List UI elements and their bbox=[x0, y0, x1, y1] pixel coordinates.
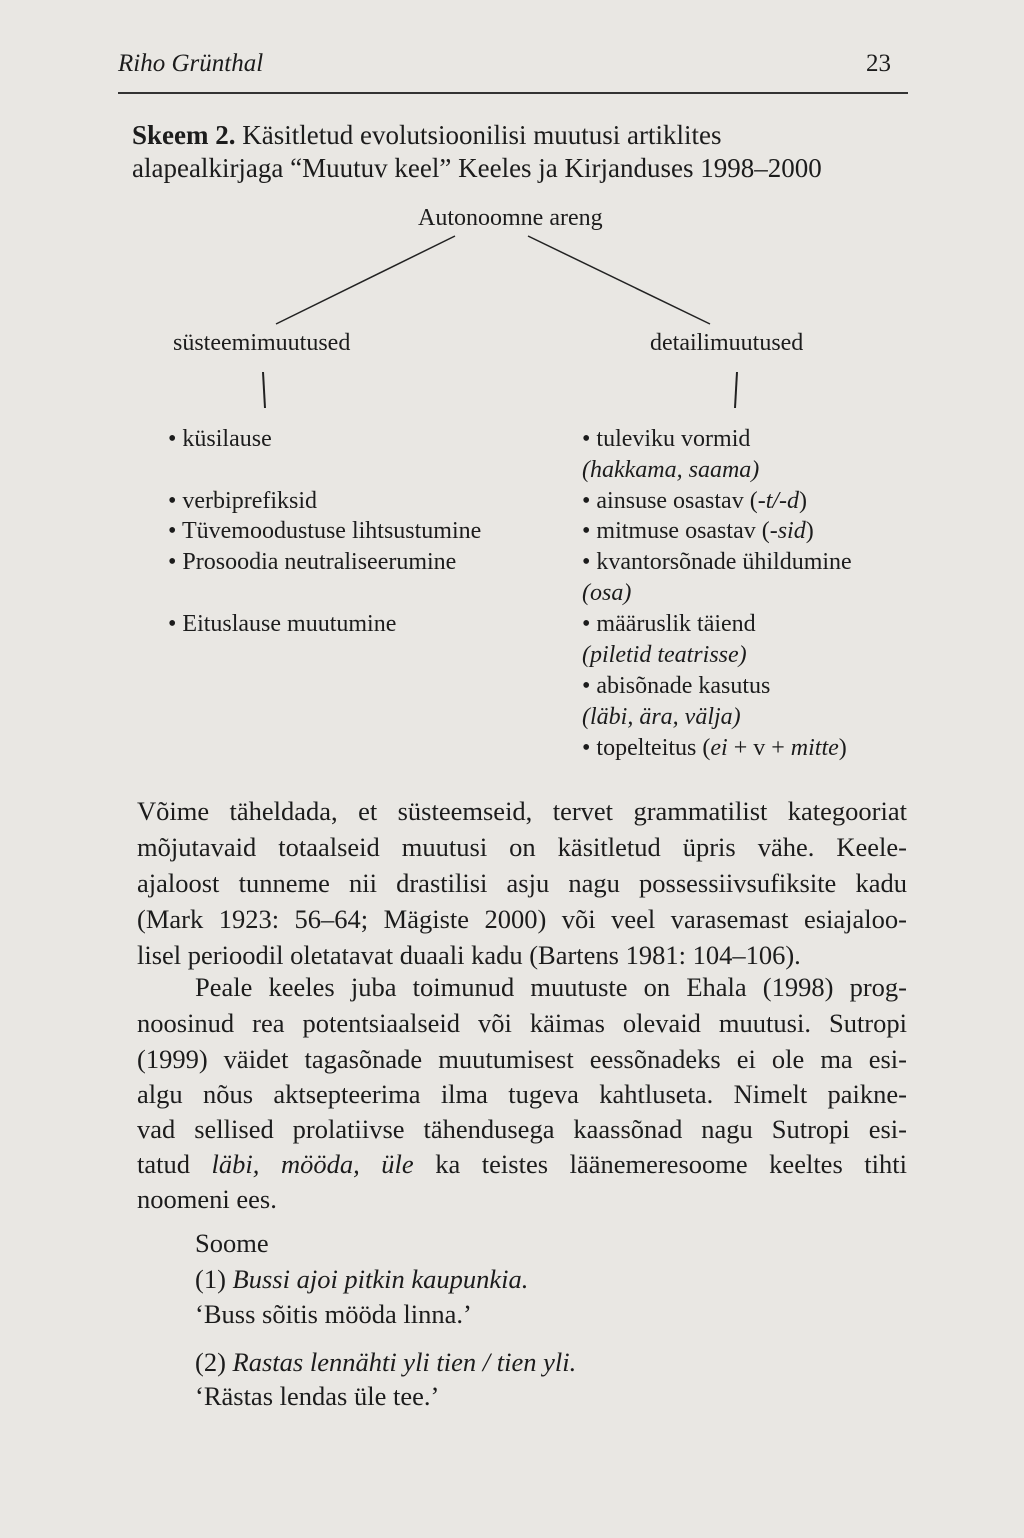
paragraph-line: (Mark 1923: 56–64; Mägiste 2000) või veel varasemast esiajaloo- bbox=[137, 904, 907, 934]
paragraph-line: ajaloost tunneme nii drastilisi asju nagu possessiivsufiksite kadu bbox=[137, 868, 907, 898]
scheme-caption-line2: alapealkirjaga “Muutuv keel” Keeles ja Kirjanduses 1998–2000 bbox=[132, 153, 822, 183]
left-item: • Tüvemoodustuse lihtsustumine bbox=[168, 518, 482, 544]
right-item-example: (osa) bbox=[582, 580, 632, 606]
paragraph-line: lisel perioodil oletatavat duaali kadu (Bartens 1981: 104–106). bbox=[137, 940, 801, 970]
example-2: (2) Rastas lennähti yli tien / tien yli. bbox=[195, 1347, 577, 1377]
right-item-example: (läbi, ära, välja) bbox=[582, 704, 741, 730]
right-item: • mitmuse osastav (-sid) bbox=[582, 518, 814, 544]
example-language: Soome bbox=[195, 1228, 269, 1258]
paragraph-line: algu nõus aktsepteerima ilma tugeva kahtluseta. Nimelt paikne- bbox=[137, 1079, 907, 1109]
right-item: • topelteitus (ei + v + mitte) bbox=[582, 735, 847, 761]
right-item-example: (hakkama, saama) bbox=[582, 457, 760, 483]
paragraph-line: tatud läbi, mööda, üle ka teistes läänemeresoome keeltes tihti bbox=[137, 1149, 908, 1179]
diagram-root: Autonoomne areng bbox=[418, 205, 603, 231]
right-item-example: (piletid teatrisse) bbox=[582, 642, 747, 668]
scheme-label: Skeem 2. bbox=[132, 120, 236, 150]
right-item: • tuleviku vormid bbox=[582, 426, 751, 452]
right-branch-tick bbox=[735, 372, 737, 408]
right-item: • abisõnade kasutus bbox=[582, 673, 771, 699]
left-item: • verbiprefiksid bbox=[168, 488, 318, 514]
page-number: 23 bbox=[866, 50, 891, 77]
left-item: • Prosoodia neutraliseerumine bbox=[168, 549, 457, 575]
paragraph-line: vad sellised prolatiivse tähendusega kaassõnad nagu Sutropi esi- bbox=[137, 1114, 907, 1144]
paragraph-line: Võime täheldada, et süsteemseid, tervet grammatilist kategooriat bbox=[137, 796, 907, 826]
root-left-line bbox=[276, 236, 455, 324]
right-item: • ainsuse osastav (-t/-d) bbox=[582, 488, 808, 514]
left-item: • Eituslause muutumine bbox=[168, 611, 397, 637]
root-right-line bbox=[528, 236, 710, 324]
left-branch-tick bbox=[263, 372, 265, 408]
paragraph-line: Peale keeles juba toimunud muutuste on Ehala (1998) prog- bbox=[195, 972, 907, 1002]
right-branch-label: detailimuutused bbox=[650, 330, 804, 356]
left-branch-label: süsteemimuutused bbox=[173, 330, 351, 356]
running-head-author: Riho Grünthal bbox=[118, 50, 264, 77]
example-2-gloss: ‘Rästas lendas üle tee.’ bbox=[195, 1381, 440, 1411]
paragraph-line: (1999) väidet tagasõnade muutumisest eessõnadeks ei ole ma esi- bbox=[137, 1044, 907, 1074]
example-1-gloss: ‘Buss sõitis mööda linna.’ bbox=[195, 1299, 472, 1329]
scheme-title-part1: Käsitletud evolutsioonilisi muutusi artiklites bbox=[242, 120, 722, 150]
left-item: • küsilause bbox=[168, 426, 272, 452]
paragraph-line: noosinud rea potentsiaalseid või käimas olevaid muutusi. Sutropi bbox=[137, 1008, 907, 1038]
right-item: • määruslik täiend bbox=[582, 611, 756, 637]
paragraph-line: mõjutavaid totaalseid muutusi on käsitletud üpris vähe. Keele- bbox=[137, 832, 907, 862]
paragraph-line: noomeni ees. bbox=[137, 1184, 277, 1214]
right-item: • kvantorsõnade ühildumine bbox=[582, 549, 852, 575]
example-1: (1) Bussi ajoi pitkin kaupunkia. bbox=[195, 1264, 529, 1294]
